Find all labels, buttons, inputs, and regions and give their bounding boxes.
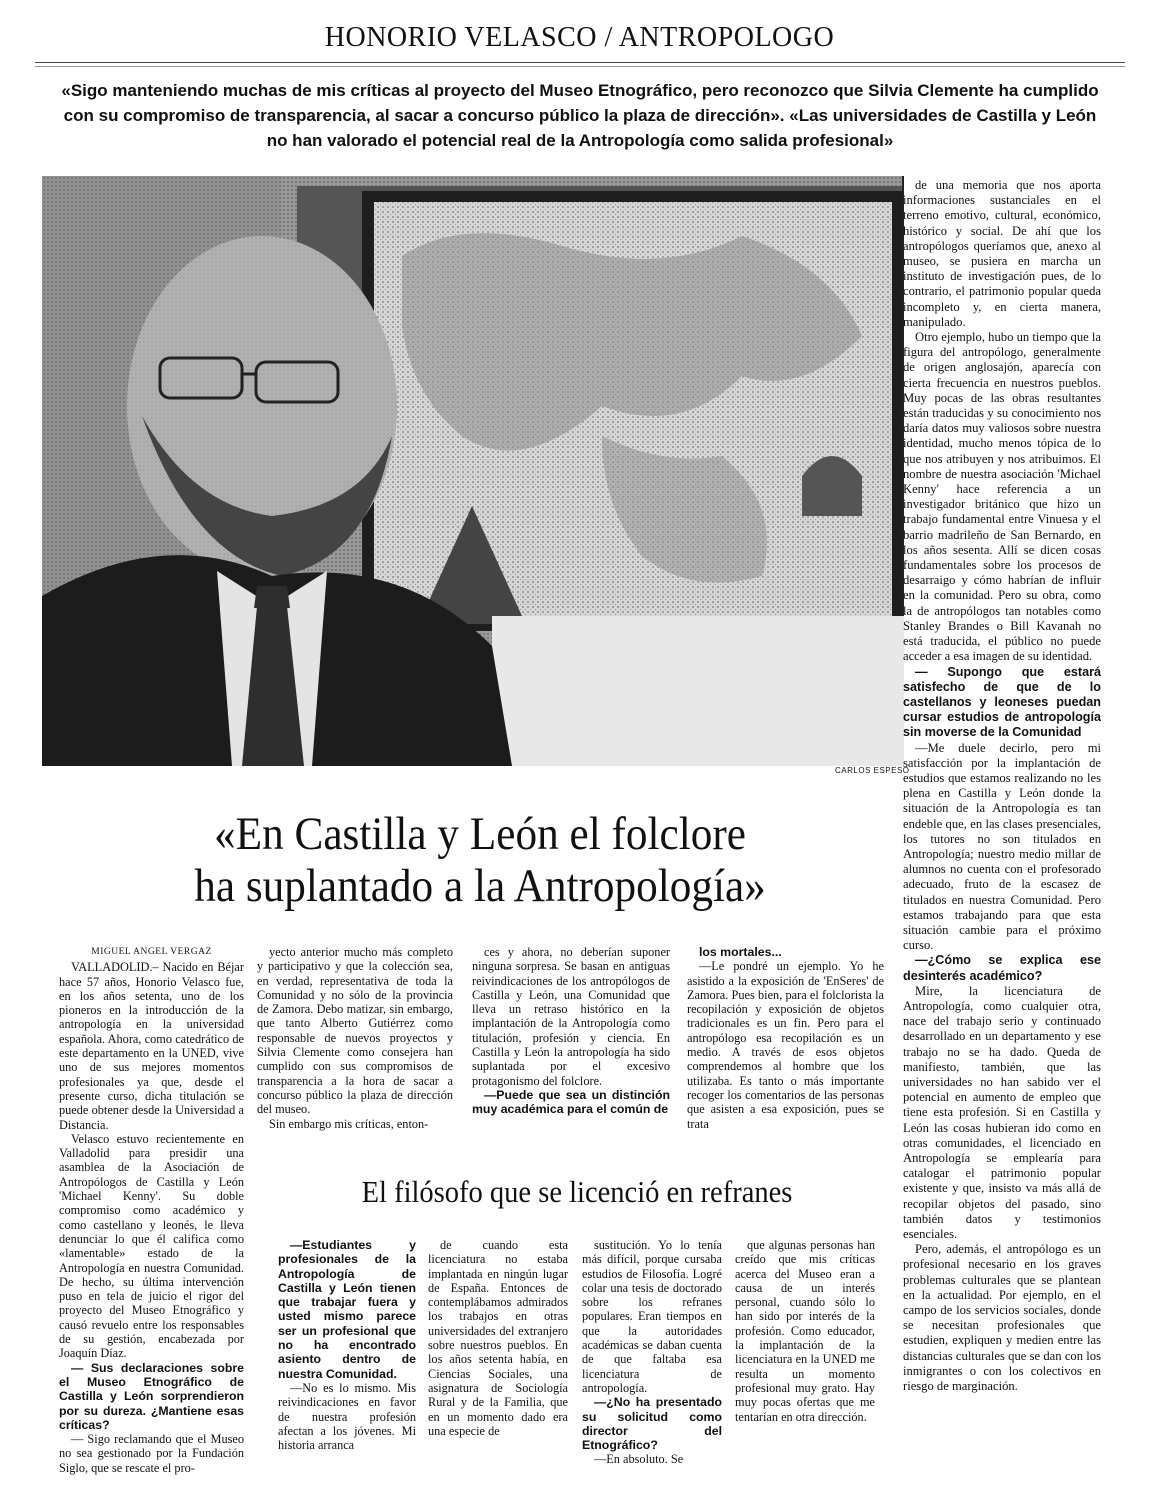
paragraph: Mire, la licenciatura de Antropología, como cualquier otra, nace del trabajo serio y continuado desarrollado en un departamento y ese trabajo no se ha dado. Queda de manifiesto, también, que las universidades no han sabido ver el potencial en aumento de empleo que tiene esta profesión. Si en Castilla y León las cosas hubieran ido como en otras comunidades, el licenciado en Antropología se emplearía para catalogar el patrimonio popular existente y que, insisto va más allá de recopilar objetos del pasado, sino también datos y testimonios esenciales. [903,983,1101,1242]
paragraph: —Me duele decirlo, pero mi satisfacción por la implantación de estudios que estamos realizando no les plena en Castilla y León donde la situación de la Antropología es tan endeble que, en las clases presenciales, los tutores no son titulados en Antropología; nuestro medio millar de alumnos no cuenta con el profesorado adecuado, fruto de la escasez de titulados en nuestra Comunidad. Pero estamos trabajando para que esta situación cambie para el próximo curso. [903,740,1101,953]
portrait-illustration [42,176,904,766]
sidebar-column-3 [582,1238,722,1488]
sidebar-column-1 [278,1238,416,1488]
interview-question: los mortales... [699,945,782,959]
paragraph: de cuando esta licenciatura no estaba implantada en ningún lugar de España. Entonces de contemplábamos admirados los trabajos en otras universidades del extranjero sobre nuestros pueblos. En los años setenta había, en Ciencias Sociales, una asignatura de Sociología Rural y de la Familia, que en un momento dado era una especie de [428,1238,568,1438]
paragraph: Otro ejemplo, hubo un tiempo que la figura del antropólogo, generalmente de origen anglosajón, aparecía con cierta frecuencia en nuestros pueblos. Muy pocas de las obras resultantes están traducidas y su conocimiento nos daría datos muy valiosos sobre nuestra identidad, mucho menos tópica de lo que nos atribuyen y nos atribuimos. El nombre de nuestra asociación 'Michael Kenny' hace referencia a un investigador británico que hizo un trabajo fundamental entre Vinuesa y el barrio madrileño de San Bernardo, en los años sesenta. Allí se dicen cosas fundamentales sobre los procesos de desarraigo y cómo habrían de influir en la comunidad. Pero su obra, como la de antropólogos tan notables como Stanley Brandes o Bill Kavanah no está traducida, el público no puede acceder a esa imagen de su identidad. [903,330,1101,664]
sidebar-column-2-body [428,1238,568,1438]
paragraph: de una memoria que nos aporta informaciones sustanciales en el terreno emotivo, cultural, económico, histórico y social. De ahí que los antropólogos queríamos que, anexo al museo, se pusiera en marcha un instituto de investigación pues, de lo contrario, el patrimonio popular queda incompleto y, en cierta manera, manipulado. [903,178,1101,329]
article-column-3 [472,945,670,1135]
headline-line-2: ha suplantado a la Antropología» [194,860,766,912]
interview-question: — Supongo que estará satisfecho de que de lo castellanos y leoneses puedan cursar estudios de antropología sin moverse de la Comunidad [903,664,1101,740]
headline [94,808,867,912]
column-2-body [257,945,453,1131]
paragraph: ces y ahora, no deberían suponer ninguna sorpresa. Se basan en antiguas reivindicaciones de los antropólogos de Castilla y León, una Comunidad que lleva un retraso histórico en la implantación de la Antropología como titulación, profesión y ciencia. En Castilla y León la antropología ha sido suplantada por el excesivo protagonismo del folclore. [472,945,670,1088]
photo-credit: CARLOS ESPESO [835,766,910,775]
sidebar-column-4-body [735,1238,875,1424]
headline-line-1: «En Castilla y León el folclore [214,808,746,860]
paragraph: yecto anterior mucho más completo y participativo y que la colección sea, en verdad, representativa de toda la Comunidad y no sólo de la provincia de Zamora. Debo matizar, sin embargo, que tanto Alberto Gutiérrez como responsable de nuevos proyectos y Silvia Clemente como consejera han cumplido con sus compromisos de transparencia a la hora de sacar a concurso público la plaza de dirección del museo. [257,945,453,1117]
section-title: HONORIO VELASCO / ANTROPOLOGO [324,22,835,53]
paragraph: —Le pondré un ejemplo. Yo he asistido a la exposición de 'EnSeres' de Zamora. Pues bien, para el folclorista la recopilación y exposición de objetos tradicionales es un fin. Pero para el antropólogo esa recopilación es un medio. A través de esos objetos comprendemos al hombre que los utilizaba. Es tanto o más importante recoger los comentarios de las personas que asisten a esa exposición, pues se trata [687,959,884,1131]
paragraph: Pero, además, el antropólogo es un profesional necesario en los graves problemas culturales que se plantean en la actualidad. Por ejemplo, en el campo de los servicios sociales, donde se necesitan profesionales que estudien, expliquen y medien entre las distancias culturales que se dan con los inmigrantes o con los colectivos en riesgo de marginación. [903,1242,1101,1394]
column-right-body [903,178,1101,1394]
paragraph: sustitución. Yo lo tenía más difícil, porque cursaba estudios de Filosofía. Logré colar una tesis de doctorado sobre los refranes populares. Eran tiempos en que la autoridades académicas se daban cuenta de que faltaba esa licenciatura de antropología. [582,1238,722,1395]
interview-question: —¿No ha presentado su solicitud como director del Etnográfico? [582,1395,722,1453]
article-column-right [903,178,1101,1493]
paragraph: Velasco estuvo recientemente en Valladolid para presidir una asamblea de la Asociación de Antropólogos de Castilla y León 'Michael Kenny'. Su doble compromiso como académico y como castellano y leonés, le lleva denunciar lo que él califica como «lamentable» estado de la Antropología en nuestra Comunidad. De hecho, su última intervención puso en tela de juicio el rigor del proyecto del Museo Etnográfico y causó revuelo entre los responsables de su gestión, encabezada por Joaquín Díaz. [59,1131,244,1361]
article-deck: «Sigo manteniendo muchas de mis críticas al proyecto del Museo Etnográfico, pero reconozco que Silvia Clemente ha cumplido con su compromiso de transparencia, al sacar a concurso público la plaza de dirección». «Las universidades de Castilla y León no han valorado el potencial real de la Antropología como salida profesional» [61,81,1099,150]
article-column-1 [59,945,244,1490]
paragraph: que algunas personas han creído que mis críticas acerca del Museo eran a causa de un interés personal, cuando sólo lo han sido por interés de la profesión. Como educador, la implantación de la licenciatura en la UNED me resulta un momento profesional muy grato. Hay muy pocas ofertas que me tentarían en otra dirección. [735,1238,875,1424]
portrait-photo [42,176,904,766]
section-rule [35,62,1125,63]
paragraph: —En absoluto. Se [594,1452,684,1467]
article-column-4 [687,945,884,1135]
interview-question: —Puede que sea un distinción muy académica para el común de [472,1087,670,1117]
column-4-body [687,945,884,1131]
column-1-body [59,960,244,1475]
sidebar-column-1-body [278,1238,416,1452]
sidebar-column-3-body [582,1238,722,1467]
paragraph: —No es lo mismo. Mis reivindicaciones en favor de nuestra profesión afectan a los jóvenes. Mi historia arranca [278,1380,416,1453]
interview-question: —¿Cómo se explica ese desinterés académico? [903,953,1101,983]
interview-question: — Sus declaraciones sobre el Museo Etnográfico de Castilla y León sorprendieron por su dureza. ¿Mantiene esas críticas? [59,1360,244,1432]
interview-question: —Estudiantes y profesionales de la Antropología de Castilla y León tienen que trabajar fuera y usted mismo parece ser un profesional que no ha encontrado asiento dentro de nuestra Comunidad. [278,1238,416,1381]
paragraph: VALLADOLID.– Nacido en Béjar hace 57 años, Honorio Velasco fue, en los años setenta, uno de los pioneros en la introducción de la antropología en la universidad española. Ahora, como catedrático de este departamento en la UNED, vive uno de sus mejores momentos profesionales ya que, desde el presente curso, dicha titulación se puede obtener desde la Universidad a Distancia. [59,960,244,1132]
sidebar-column-2 [428,1238,568,1488]
paragraph: Sin embargo mis críticas, enton- [269,1116,429,1131]
sidebar-column-4 [735,1238,875,1488]
section-rule-secondary [35,66,1125,67]
paragraph: — Sigo reclamando que el Museo no sea gestionado por la Fundación Siglo, que se rescate el pro- [59,1432,244,1475]
article-column-2 [257,945,453,1135]
sidebar-subhead: El filósofo que se licenció en refranes [361,1174,793,1209]
byline: MIGUEL ANGEL VERGAZ [91,947,212,957]
column-3-body [472,945,670,1117]
